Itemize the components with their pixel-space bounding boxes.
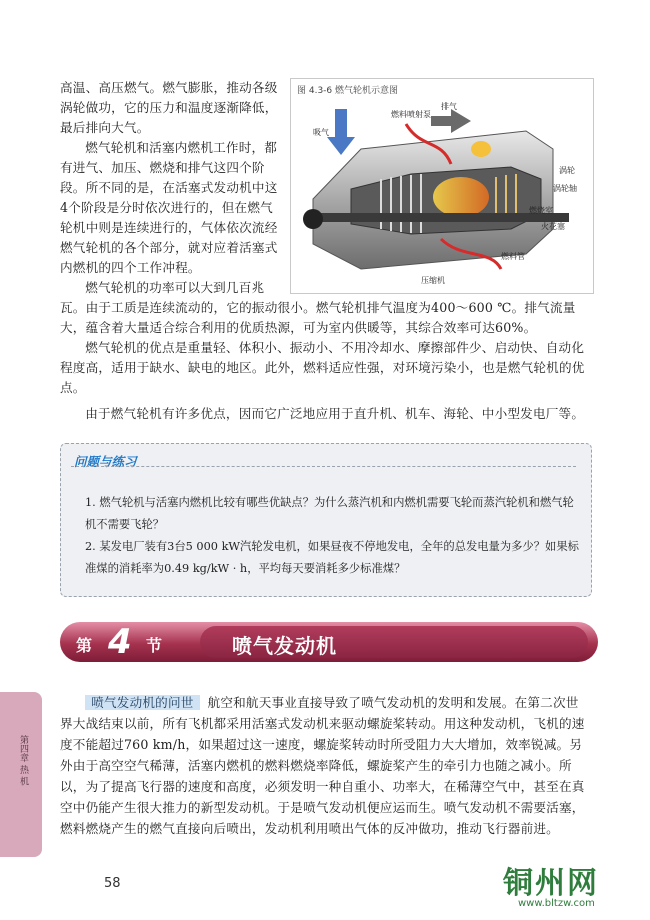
flame-top [471,141,491,157]
section-banner [60,622,598,662]
paragraph-3-continued: 瓦。由于工质是连续流动的，它的振动很小。燃气轮机排气温度为400～600 ℃。排气流量大，蕴含着大量适合综合利用的优质热源，可为室内供暖等，其综合效率可达60%。 [60,300,576,335]
chapter-side-label: 第四章 热 机 [18,735,28,786]
paragraph-5: 由于燃气轮机有许多优点，因而它广泛地应用于直升机、机车、海轮、中小型发电厂等。 [85,406,585,421]
exercise-box [60,443,592,597]
page-number: 58 [104,876,121,891]
section-number: 4 [108,622,132,662]
exhaust-arrow [431,109,471,133]
section-title: 喷气发动机 [232,634,337,658]
label-combustor: 燃烧室 [529,206,553,215]
section-body-text: 航空和航天事业直接导致了喷气发动机的发明和发展。在第二次世界大战结束以前，所有飞机都采用活塞式发动机来驱动螺旋桨转动。用这种发动机，飞机的速度不能超过760 km/h，如果超过这一速度，螺旋桨转动时所受阻力大大增加，效率锐减。另外由于高空空气稀薄，活塞内燃机的燃料燃烧率降低，螺旋桨产生的牵引力也随之减小。所以，为了提高飞行器的速度和高度，必须发明一种自重小、功率大，在稀薄空气中，甚至在真空中仍能产生很大推力的新型发动机。于是喷气发动机便应运而生。喷气发动机不需要活塞，燃料燃烧产生的燃气直接向后喷出，发动机利用喷出气体的反冲做功，推动飞行器前进。 [60,695,585,836]
exercise-title: 问题与练习 [74,454,137,469]
section-prefix: 第 [76,636,93,655]
label-spark: 火花塞 [541,222,565,231]
label-fuel-pipe: 燃料管 [501,252,525,261]
gas-turbine-figure [290,78,594,294]
full-width-text [60,298,590,424]
section-keyword: 喷气发动机的问世 [85,695,199,710]
paragraph-2: 燃气轮机和活塞内燃机工作时，都有进气、加压、燃烧和排气这四个阶段。所不同的是，在活塞式发动机中这4个阶段是分时依次进行的，但在燃气轮机中则是连续进行的，气体依次流经燃气轮机的各个部分，就对应着活塞式内燃机的四个工作冲程。 [60,140,278,275]
section-body [60,692,590,839]
label-intake: 吸气 [313,128,329,137]
watermark-url: www.bltzw.com [518,898,595,909]
gas-turbine-illustration [291,79,593,293]
exercise-divider [71,466,576,467]
watermark-logo: 铜州网 [503,866,599,901]
flame-shape [433,177,489,217]
left-column [60,78,280,298]
paragraph-1: 高温、高压燃气。燃气膨胀，推动各级涡轮做功，它的压力和温度逐渐降低，最后排向大气。 [60,80,278,135]
intake-arrow [327,109,355,155]
label-compressor: 压缩机 [421,276,445,285]
label-turbine-shaft: 涡轮轴 [553,184,577,193]
section-suffix: 节 [146,636,163,655]
label-injector: 燃料喷射泵 [391,110,431,119]
label-turbine: 涡轮 [559,166,575,175]
paragraph-4: 燃气轮机的优点是重量轻、体积小、振动小、不用冷却水、摩擦部件少、启动快、自动化程度高，适用于缺水、缺电的地区。此外，燃料适应性强，对环境污染小，也是燃气轮机的优点。 [60,340,585,395]
figure-caption: 图 4.3-6 燃气轮机示意图 [297,86,399,96]
label-exhaust: 排气 [441,102,457,111]
paragraph-3-start: 燃气轮机的功率可以大到几百兆 [85,280,265,295]
exercise-questions [85,492,580,580]
exercise-question-1: 1. 燃气轮机与活塞内燃机比较有哪些优缺点？为什么蒸汽机和内燃机需要飞轮而蒸汽轮机和燃气轮机不需要飞轮？ [85,496,574,531]
shaft-end [303,209,323,229]
exercise-question-2: 2. 某发电厂装有3台5 000 kW汽轮发电机，如果昼夜不停地发电，全年的总发电量为多少？如果标准煤的消耗率为0.49 kg/kW · h，平均每天要消耗多少标准煤？ [85,540,579,575]
